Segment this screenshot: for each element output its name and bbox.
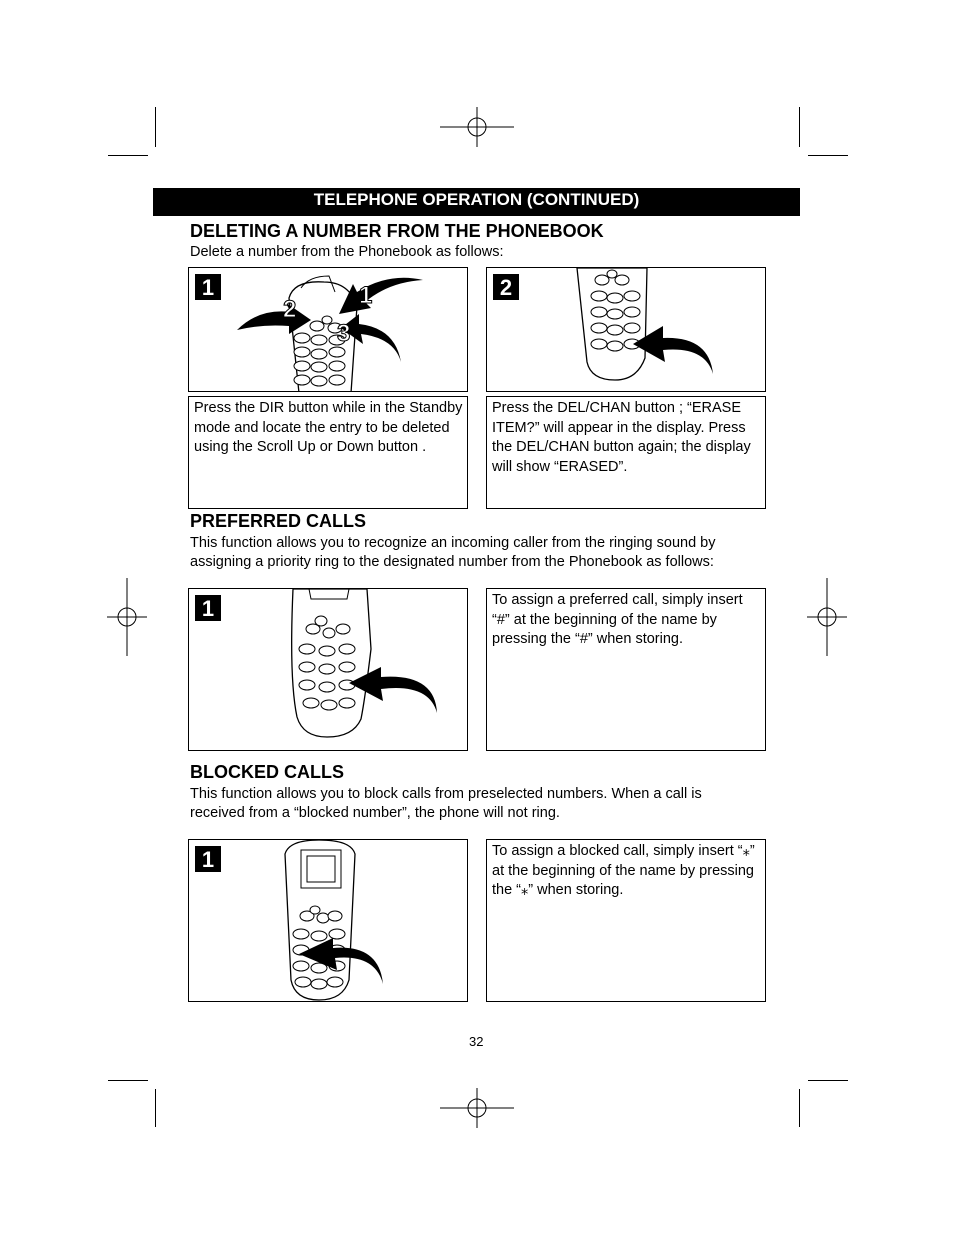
registration-mark-right: [807, 578, 847, 656]
handset-illustration: [189, 840, 468, 1002]
step-instruction: Press the DEL/CHAN button ; “ERASE ITEM?” will appear in the display. Press the DEL/CHAN button again; the display will show “ERASED”.: [492, 400, 751, 475]
intro-blocked: This function allows you to block calls from preselected numbers. When a call is received from a “blocked number”, the phone will not ring.: [190, 786, 702, 821]
heading-blocked: BLOCKED CALLS: [190, 762, 344, 782]
handset-illustration: [487, 268, 766, 392]
handset-illustration: [189, 268, 468, 392]
step-number: 2: [493, 274, 519, 300]
step-text-blocked-1: [486, 839, 766, 1002]
handset-illustration: [189, 589, 468, 751]
callout-2: 2: [283, 296, 297, 323]
step-figure-preferred-1: [188, 588, 468, 751]
step-text-preferred-1: [486, 588, 766, 751]
step-figure-delete-1: [188, 267, 468, 392]
step-number: 1: [195, 595, 221, 621]
page-number: 32: [469, 1034, 484, 1049]
intro-preferred: This function allows you to recognize an incoming caller from the ringing sound by assigning a priority ring to the designated number from the Phonebook as follows:: [190, 535, 716, 570]
registration-mark-left: [107, 578, 147, 656]
step-number: 1: [195, 274, 221, 300]
section-header-bar: TELEPHONE OPERATION (CONTINUED): [153, 188, 800, 216]
callout-1: 1: [359, 282, 373, 309]
step-figure-delete-2: [486, 267, 766, 392]
step-text-delete-1: [188, 396, 468, 509]
step-instruction: To assign a preferred call, simply insert “#” at the beginning of the name by pressing the “#” when storing.: [492, 592, 743, 647]
step-text-delete-2: [486, 396, 766, 509]
intro-deleting: Delete a number from the Phonebook as follows:: [190, 244, 504, 260]
heading-preferred: PREFERRED CALLS: [190, 511, 367, 531]
callout-3: 3: [337, 320, 351, 347]
registration-mark-top: [440, 107, 516, 147]
step-instruction: Press the DIR button while in the Standby mode and locate the entry to be deleted using the Scroll Up or Down button .: [194, 400, 463, 455]
registration-mark-bottom: [440, 1088, 516, 1128]
step-figure-blocked-1: [188, 839, 468, 1002]
step-instruction: To assign a blocked call, simply insert “⁎” at the beginning of the name by pressing the “⁎” when storing.: [492, 843, 755, 898]
heading-deleting: DELETING A NUMBER FROM THE PHONEBOOK: [190, 221, 604, 241]
step-number: 1: [195, 846, 221, 872]
